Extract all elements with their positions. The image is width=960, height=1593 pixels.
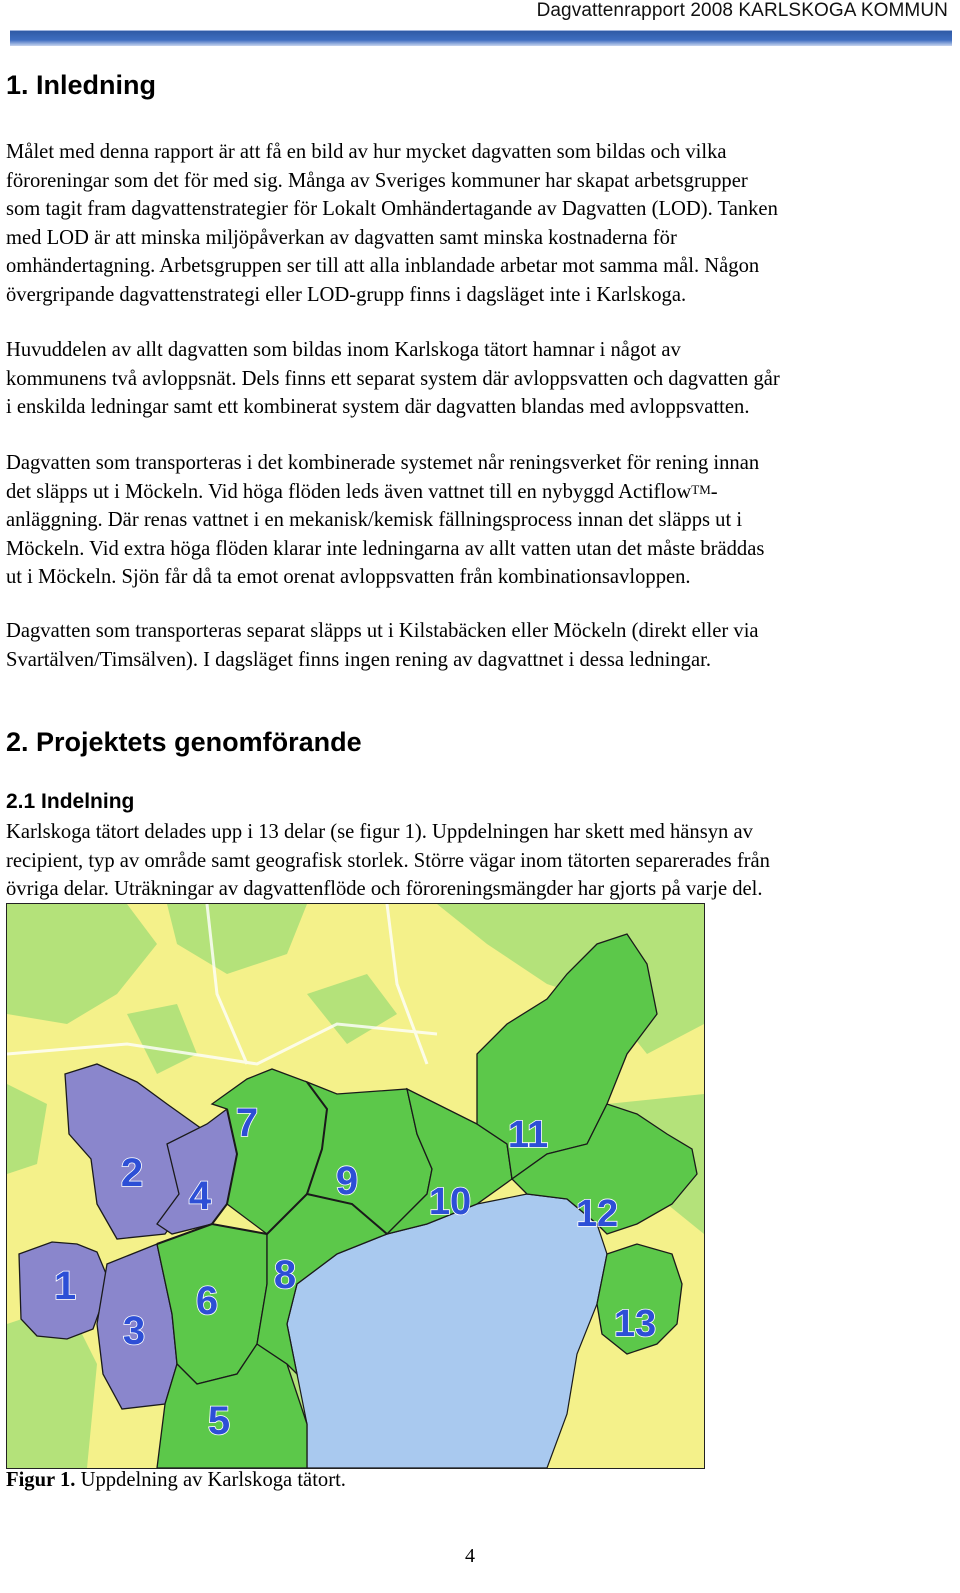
text-line: kommunens två avloppsnät. Dels finns ett separat system där avloppsvatten och dagvatten går: [6, 367, 780, 390]
text-line: Målet med denna rapport är att få en bild av hur mycket dagvatten som bildas och vilka: [6, 141, 727, 163]
text-line: omhändertagning. Arbetsgruppen ser till att alla inblandade arbetar mot samma mål. Någon: [6, 255, 760, 278]
text-line: med LOD är att minska miljöpåverkan av dagvatten samt minska kostnaderna för: [6, 226, 677, 249]
page-number: 4: [465, 1545, 475, 1567]
text-line: ut i Möckeln. Sjön får då ta emot orenat avloppsvatten från kombinationsavloppen.: [6, 566, 691, 589]
trademark-superscript: TM: [691, 481, 711, 497]
map-image: [7, 904, 704, 1468]
running-header: Dagvattenrapport 2008 KARLSKOGA KOMMUN: [536, 0, 948, 21]
text-segment: -: [710, 480, 718, 503]
section-1-paragraph-1: [6, 138, 926, 310]
caption-label: Figur 1.: [6, 1469, 76, 1491]
text-line: Karlskoga tätort delades upp i 13 delar (se figur 1). Uppdelningen har skett med hänsyn av: [6, 821, 753, 843]
text-line: anläggning. Där renas vattnet i en mekanisk/kemisk fällningsprocess innan det släpps ut i: [6, 509, 743, 532]
area-label-8: 8: [273, 1253, 297, 1297]
area-label-13: 13: [613, 1303, 657, 1345]
figure-caption: [6, 1469, 346, 1492]
area-label-4: 4: [188, 1174, 212, 1218]
header-rule: [10, 30, 952, 46]
section-2-heading: 2. Projektets genomförande: [6, 727, 362, 757]
text-line: Huvuddelen av allt dagvatten som bildas inom Karlskoga tätort hamnar i något av: [6, 339, 681, 361]
text-line: i enskilda ledningar samt ett kombinerat system där dagvatten blandas med avloppsvatten.: [6, 396, 750, 419]
section-1-paragraph-3: [6, 449, 926, 592]
text-line: övriga delar. Uträkningar av dagvattenflöde och föroreningsmängder har gjorts på varje del.: [6, 878, 763, 901]
text-segment: det släpps ut i Möckeln. Vid höga flöden leds även vattnet till en nybyggd Actiflow: [6, 480, 692, 503]
area-label-10: 10: [428, 1181, 472, 1223]
text-line: övergripande dagvattenstrategi eller LOD-grupp finns i dagsläget inte i Karlskoga.: [6, 283, 687, 306]
area-label-7: 7: [235, 1101, 259, 1145]
area-label-5: 5: [207, 1399, 231, 1443]
caption-text: Uppdelning av Karlskoga tätort.: [75, 1469, 346, 1491]
figure-1-map: [6, 903, 705, 1469]
text-line: Svartälven/Timsälven). I dagsläget finns ingen rening av dagvattnet i dessa ledningar.: [6, 648, 711, 671]
section-1-heading: 1. Inledning: [6, 70, 157, 100]
area-label-12: 12: [575, 1193, 619, 1235]
text-line: Dagvatten som transporteras separat släpps ut i Kilstabäcken eller Möckeln (direkt eller via: [6, 620, 759, 642]
section-2-1-paragraph: [6, 818, 926, 904]
text-line: föroreningar som det för med sig. Många av Sveriges kommuner har skapat arbetsgrupper: [6, 169, 748, 192]
area-label-2: 2: [120, 1151, 144, 1195]
area-label-6: 6: [195, 1279, 219, 1323]
area-label-11: 11: [507, 1114, 549, 1156]
area-label-3: 3: [122, 1309, 146, 1353]
section-1-paragraph-2: [6, 336, 926, 422]
section-1-paragraph-4: [6, 617, 926, 674]
text-line: Dagvatten som transporteras i det kombinerade systemet når reningsverket för rening innan: [6, 452, 760, 474]
subsection-2-1-heading: 2.1 Indelning: [6, 790, 135, 813]
text-line: som tagit fram dagvattenstrategier för Lokalt Omhändertagande av Dagvatten (LOD). Tanken: [6, 198, 778, 221]
text-line: recipient, typ av område samt geografisk storlek. Större vägar inom tätorten separerades från: [6, 849, 770, 872]
text-line: [6, 478, 926, 507]
area-label-1: 1: [53, 1264, 77, 1308]
text-line: Möckeln. Vid extra höga flöden klarar inte ledningarna av allt vatten utan det måste bräddas: [6, 537, 765, 560]
area-label-9: 9: [335, 1159, 359, 1203]
